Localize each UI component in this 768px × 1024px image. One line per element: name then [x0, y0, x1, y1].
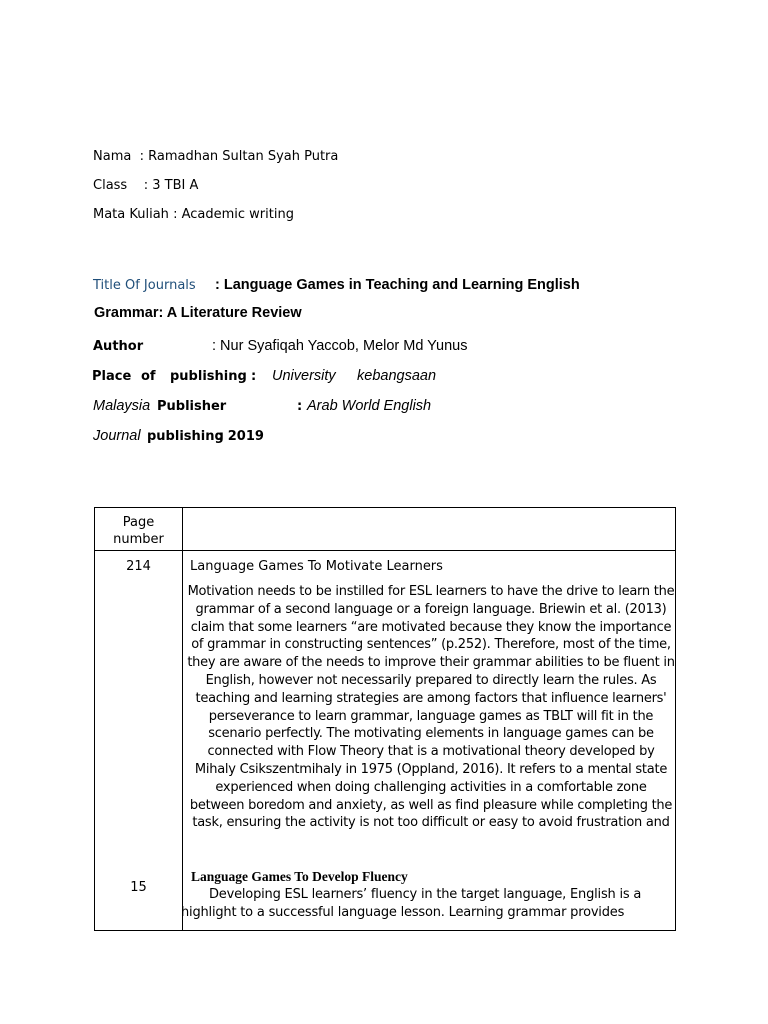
title-label: Title Of Journals: [93, 278, 196, 293]
publisher-label: Publisher: [157, 399, 227, 414]
row2-page-number: 15: [130, 880, 147, 895]
mata-kuliah-row: [93, 207, 294, 222]
mata-kuliah-label: Mata Kuliah: [93, 207, 169, 222]
place-label-2: of: [141, 369, 156, 384]
place-label-1: Place: [92, 369, 132, 384]
publisher-value-1: Arab World English: [307, 398, 432, 414]
class-label: Class: [93, 178, 128, 193]
row1-body: Motivation needs to be instilled for ESL learners to have the drive to learn the grammar of a second language or a foreign language. Briewin et al. (2013) claim that some learners “are motivated because they know the importance of grammar in constructing sentences” (p.252). Therefore, most of the time, they are aware of the needs to improve their grammar abilities to be fluent in English, however not necessarily prepared to directly learn the rules. As teaching and learning strategies are among factors that influence learners' perseverance to learn grammar, language games as TBLT will fit in the scenario perfectly. The motivating elements in language games can be connected with Flow Theory that is a motivational theory developed by Mihaly Csikszentmihaly in 1975 (Oppland, 2016). It refers to a mental state experienced when doing challenging activities in a comfortable zone between boredom and anxiety, as well as find pleasure while completing the task, ensuring the activity is not too difficult or easy to avoid frustration and: [187, 584, 675, 831]
publisher-colon: :: [297, 399, 303, 414]
page-number-header-text: Page number: [113, 515, 164, 547]
class-value: : 3 TBI A: [143, 178, 199, 193]
author-label: Author: [93, 339, 144, 354]
place-value-1: University: [272, 368, 336, 384]
year-value: : 2019: [218, 429, 264, 444]
journal-title-line2: Grammar: A Literature Review: [94, 305, 302, 321]
table-header-divider: [95, 550, 675, 551]
nama-value: : Ramadhan Sultan Syah Putra: [139, 149, 339, 164]
place-label-3: publishing: [170, 369, 247, 384]
publisher-value-2: Journal: [93, 428, 141, 444]
nama-row: [93, 149, 338, 164]
nama-label: Nama: [93, 149, 132, 164]
row2-body-line1: Developing ESL learners’ fluency in the target language, English is a: [209, 887, 642, 902]
place-value-3: Malaysia: [93, 398, 151, 414]
mata-kuliah-value: : Academic writing: [173, 207, 294, 222]
author-value: : Nur Syafiqah Yaccob, Melor Md Yunus: [212, 338, 468, 354]
table-column-divider: [182, 508, 183, 930]
year-label: publishing: [147, 429, 224, 444]
place-colon: :: [251, 369, 257, 384]
summary-table: [94, 507, 676, 931]
row2-body-line2: highlight to a successful language lesson. Learning grammar provides: [181, 905, 625, 920]
class-row: [93, 178, 198, 193]
row1-page-number: 214: [126, 559, 151, 574]
journal-title-line1: : Language Games in Teaching and Learning English: [215, 277, 580, 293]
row1-heading: Language Games To Motivate Learners: [190, 559, 443, 574]
row2-heading: Language Games To Develop Fluency: [191, 869, 408, 884]
place-value-2: kebangsaan: [357, 368, 437, 384]
page-number-header: [95, 514, 182, 548]
